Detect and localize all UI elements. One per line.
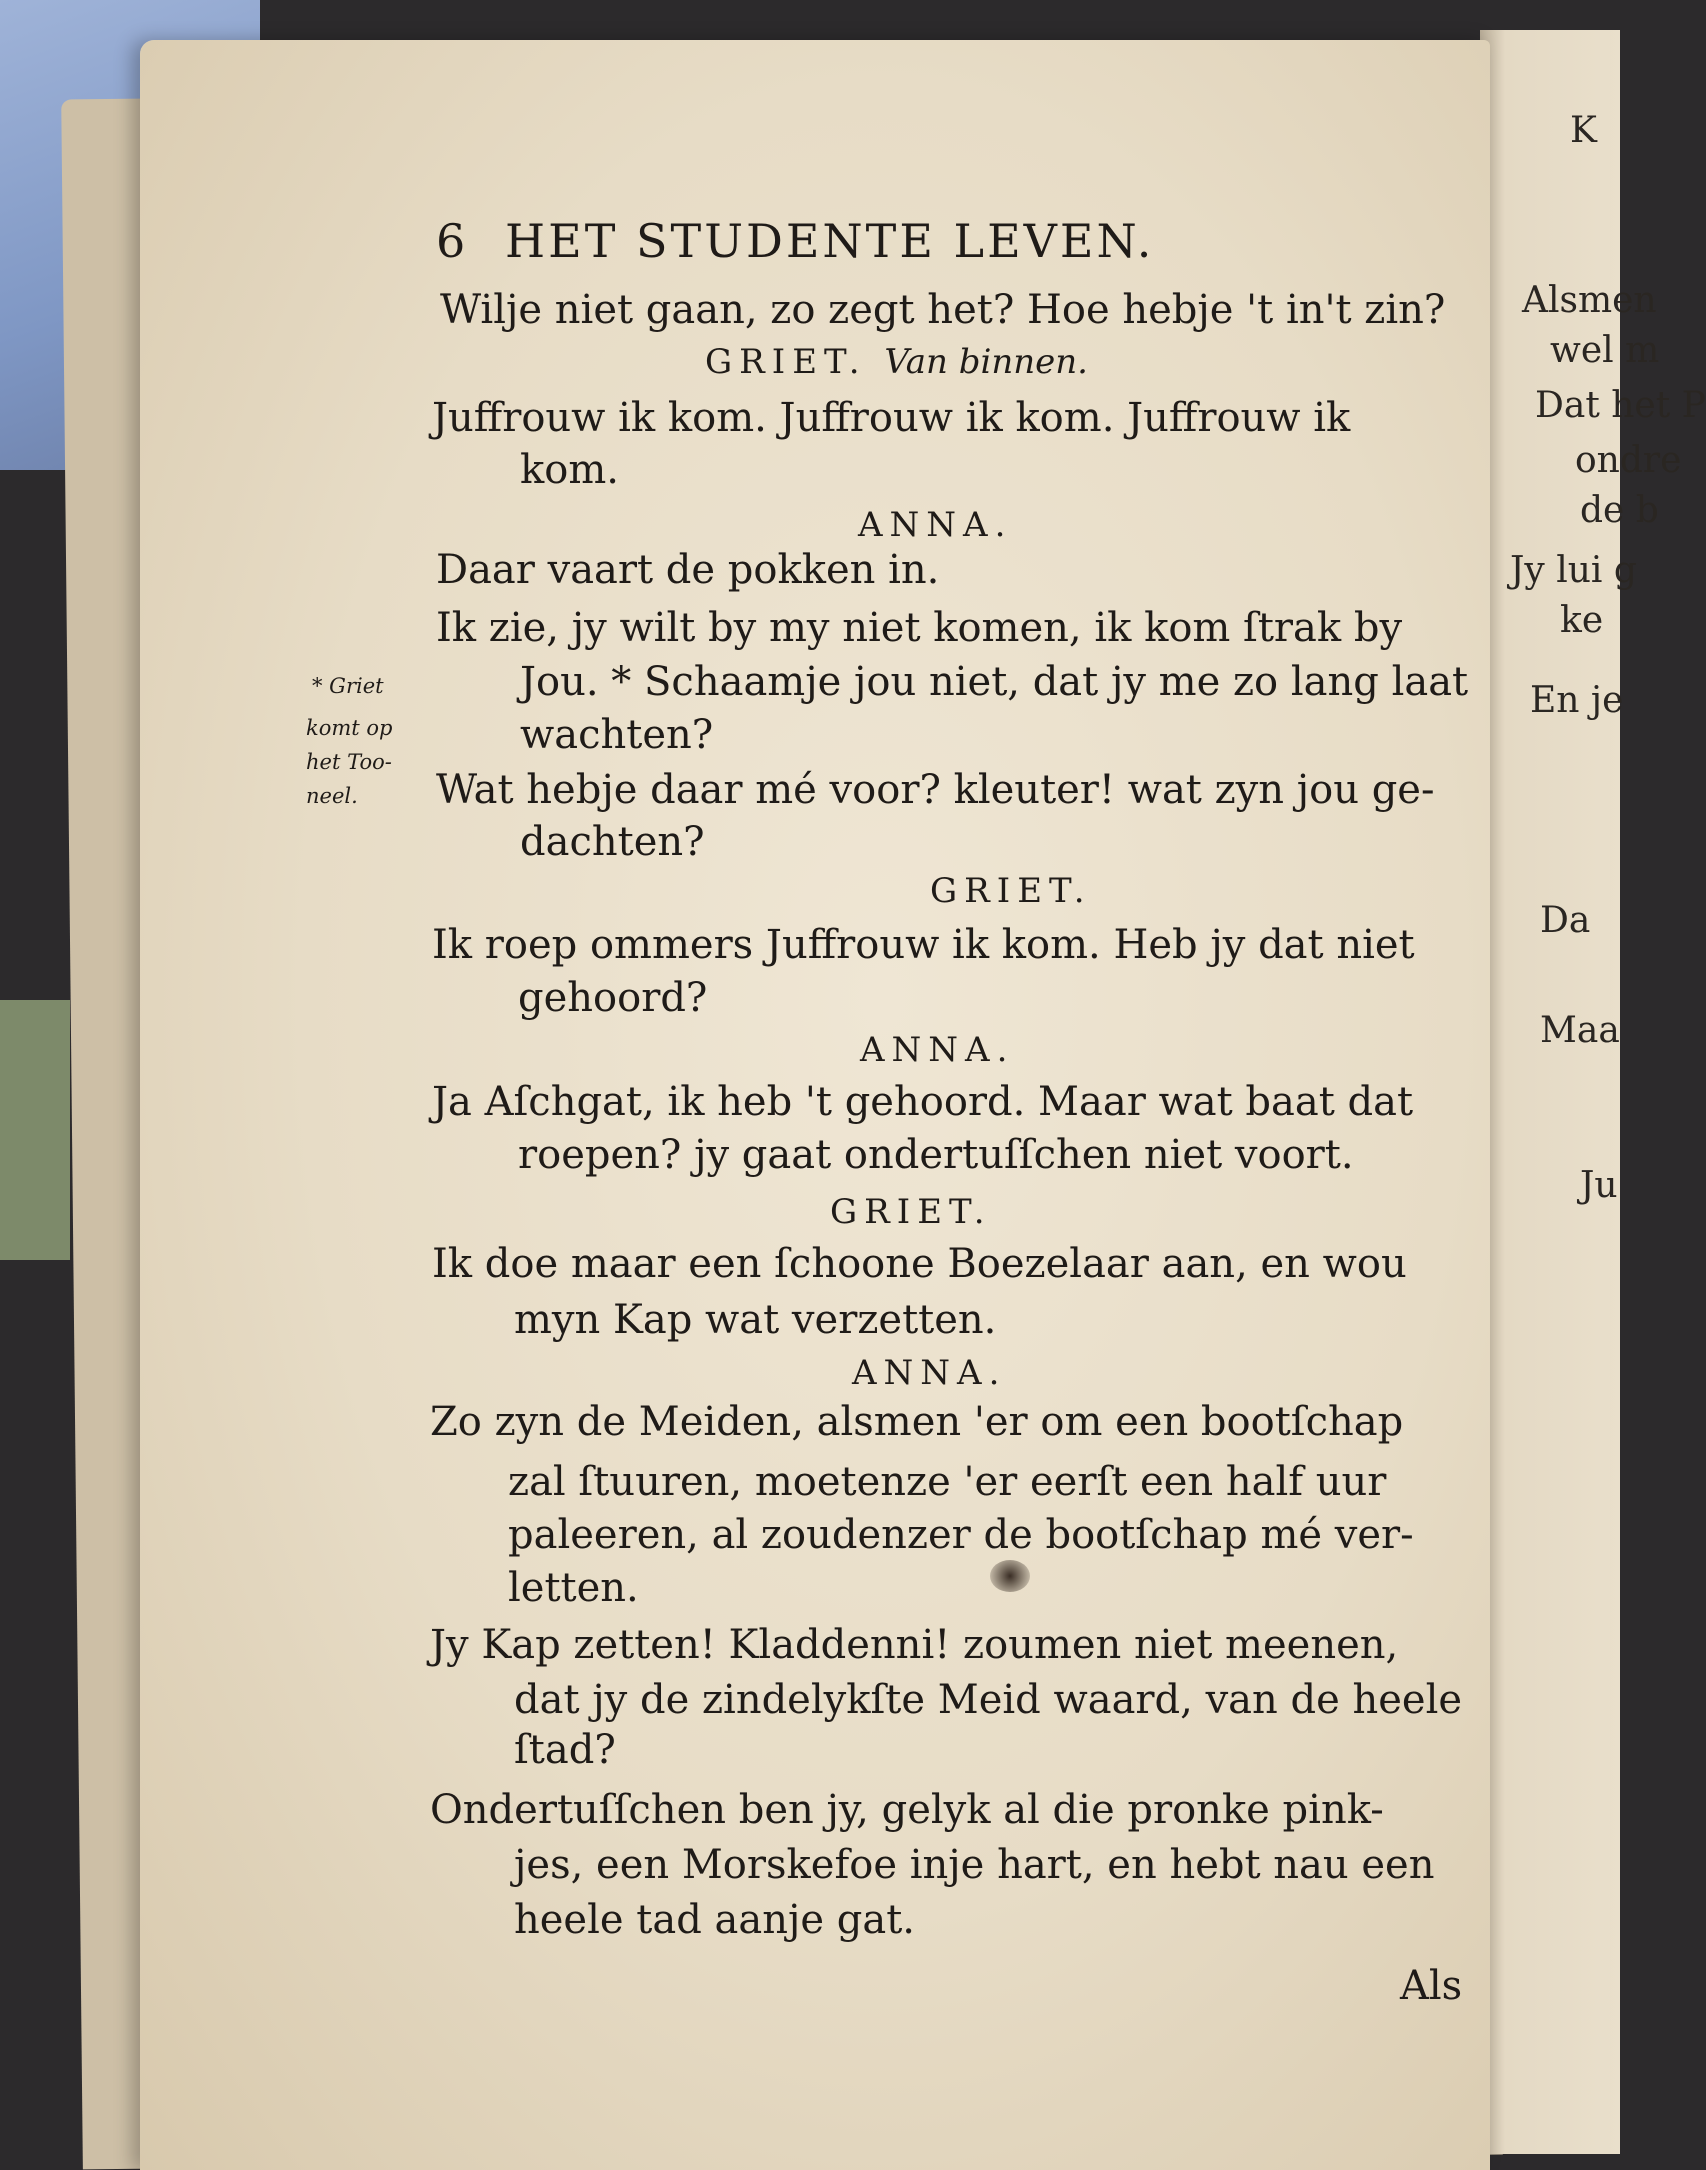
speaker-name: GRIET. bbox=[830, 1192, 992, 1232]
text-line: jes, een Morskefoe inje hart, en hebt nau een bbox=[514, 1842, 1435, 1888]
running-title: HET STUDENTE LEVEN. bbox=[505, 214, 1155, 268]
stage-direction: Van binnen. bbox=[884, 342, 1088, 382]
text-line: Ik doe maar een ſchoone Boezelaar aan, en wou bbox=[432, 1241, 1407, 1287]
facing-line: Dat het P bbox=[1535, 385, 1706, 426]
text-line: myn Kap wat verzetten. bbox=[514, 1297, 997, 1343]
marginal-note-line: neel. bbox=[306, 784, 358, 808]
text-line: dachten? bbox=[520, 819, 705, 865]
text-line: roepen? jy gaat ondertuſſchen niet voort. bbox=[518, 1132, 1354, 1178]
text-line: kom. bbox=[520, 447, 619, 493]
text-line: ſtad? bbox=[514, 1727, 616, 1773]
facing-line: Maa bbox=[1540, 1010, 1620, 1051]
text-line: Zo zyn de Meiden, alsmen 'er om een bootſchap bbox=[430, 1399, 1404, 1445]
text-line: letten. bbox=[508, 1565, 639, 1611]
facing-line: wel m bbox=[1550, 330, 1660, 371]
text-line: Wat hebje daar mé voor? kleuter! wat zyn jou ge- bbox=[436, 767, 1435, 813]
speaker-label: GRIET. bbox=[705, 342, 867, 382]
text-line: Ik roep ommers Juffrouw ik kom. Heb jy dat niet bbox=[432, 922, 1415, 968]
text-line: Jou. * Schaamje jou niet, dat jy me zo lang laat bbox=[520, 659, 1469, 705]
text-line: Juffrouw ik kom. Juffrouw ik kom. Juffrouw ik bbox=[432, 395, 1351, 441]
marginal-note-line: het Too- bbox=[306, 750, 392, 774]
text-line: Ja Aſchgat, ik heb 't gehoord. Maar wat baat dat bbox=[432, 1079, 1414, 1125]
text-line: Jy Kap zetten! Kladdenni! zoumen niet meenen, bbox=[430, 1622, 1399, 1668]
facing-line: Ju bbox=[1580, 1165, 1618, 1206]
desk-surface bbox=[0, 1000, 70, 1260]
speaker-name: GRIET. bbox=[930, 871, 1092, 911]
text-line: paleeren, al zoudenzer de bootſchap mé ver- bbox=[508, 1512, 1414, 1558]
speaker-name bbox=[705, 342, 1088, 382]
text-line: heele tad aanje gat. bbox=[514, 1897, 916, 1943]
facing-line: Alsmen bbox=[1522, 280, 1657, 321]
facing-line: de b bbox=[1580, 490, 1659, 531]
facing-page bbox=[1480, 30, 1706, 2154]
facing-line: Da bbox=[1540, 900, 1591, 941]
text-line: wachten? bbox=[520, 712, 714, 758]
text-line: zal ſtuuren, moetenze 'er eerſt een half uur bbox=[508, 1459, 1387, 1505]
page-number: 6 bbox=[436, 214, 469, 268]
text-line: Daar vaart de pokken in. bbox=[436, 547, 940, 593]
text-line: gehoord? bbox=[518, 975, 708, 1021]
marginal-note-line: * Griet bbox=[312, 674, 384, 698]
speaker-name: ANNA. bbox=[860, 1030, 1015, 1070]
facing-line: ondre bbox=[1575, 440, 1682, 481]
facing-line: Jy lui g bbox=[1510, 550, 1637, 591]
text-line: Wilje niet gaan, zo zegt het? Hoe hebje 't in't zin? bbox=[440, 287, 1446, 333]
facing-line: En je bbox=[1530, 680, 1624, 721]
marginal-note-line: komt op bbox=[306, 716, 393, 740]
text-line: Ondertuſſchen ben jy, gelyk al die pronke pink- bbox=[430, 1787, 1384, 1833]
catchword: Als bbox=[1400, 1963, 1463, 2009]
ink-stain bbox=[990, 1560, 1030, 1592]
speaker-name: ANNA. bbox=[858, 505, 1013, 545]
facing-line: K bbox=[1570, 110, 1597, 151]
text-line: dat jy de zindelykſte Meid waard, van de heele bbox=[514, 1677, 1463, 1723]
facing-line: ke bbox=[1560, 600, 1604, 641]
speaker-name: ANNA. bbox=[852, 1353, 1007, 1393]
text-line: Ik zie, jy wilt by my niet komen, ik kom ſtrak by bbox=[436, 605, 1403, 651]
